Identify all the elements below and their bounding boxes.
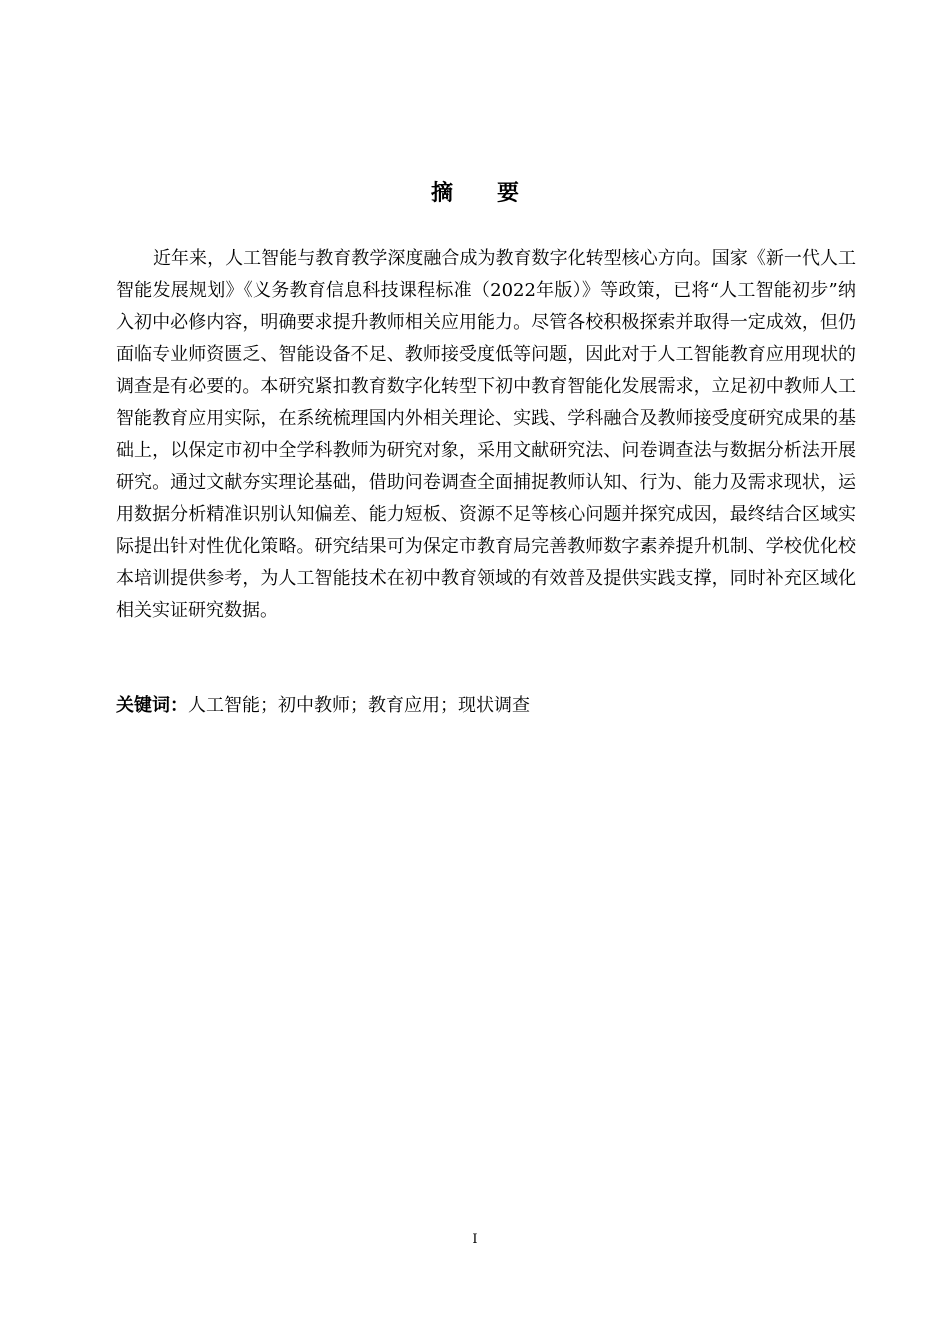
heading-char-1: 摘 [430, 181, 453, 206]
page-number: I [472, 1232, 478, 1247]
abstract-heading [0, 178, 950, 210]
keywords-line [116, 690, 856, 722]
abstract-paragraph: 近年来，人工智能与教育教学深度融合成为教育数字化转型核心方向。国家《新一代人工智能发展规划》《义务教育信息科技课程标准（2022年版）》等政策，已将“人工智能初步”纳入初中必修内容，明确要求提升教师相关应用能力。尽管各校积极探索并取得一定成效，但仍面临专业师资匮乏、智能设备不足、教师接受度低等问题，因此对于人工智能教育应用现状的调查是有必要的。本研究紧扣教育数字化转型下初中教育智能化发展需求，立足初中教师人工智能教育应用实际，在系统梳理国内外相关理论、实践、学科融合及教师接受度研究成果的基础上，以保定市初中全学科教师为研究对象，采用文献研究法、问卷调查法与数据分析法开展研究。通过文献夯实理论基础，借助问卷调查全面捕捉教师认知、行为、能力及需求现状，运用数据分析精准识别认知偏差、能力短板、资源不足等核心问题并探究成因，最终结合区域实际提出针对性优化策略。研究结果可为保定市教育局完善教师数字素养提升机制、学校优化校本培训提供参考，为人工智能技术在初中教育领域的有效普及提供实践支撑，同时补充区域化相关实证研究数据。 [116, 248, 856, 621]
keywords-list: 人工智能；初中教师；教育应用；现状调查 [188, 695, 530, 716]
heading-char-2: 要 [497, 181, 520, 206]
keywords-label: 关键词： [116, 695, 188, 716]
